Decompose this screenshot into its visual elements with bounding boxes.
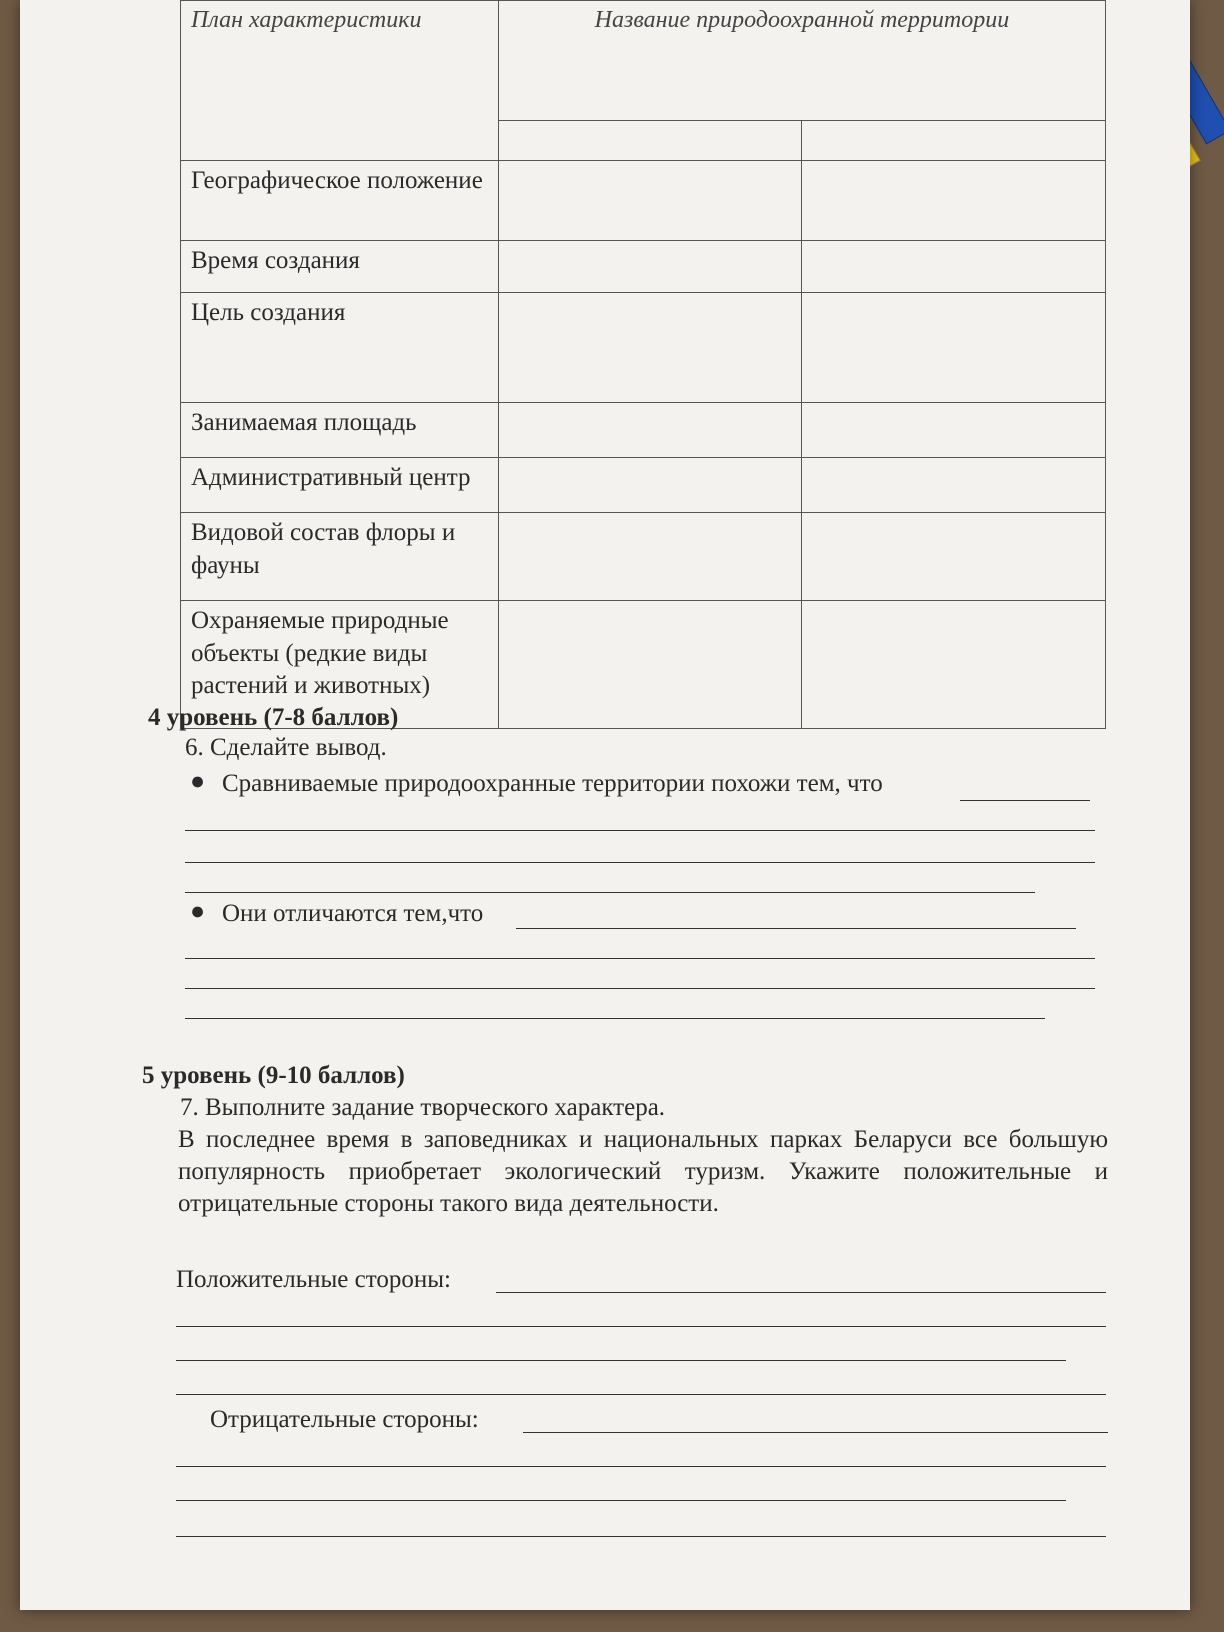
- answer-line[interactable]: [516, 928, 1076, 929]
- row-label: Цель создания: [181, 293, 499, 403]
- answer-line[interactable]: [176, 1536, 1106, 1537]
- table-cell[interactable]: [802, 513, 1106, 601]
- bullet-marker: ●: [190, 768, 206, 795]
- table-cell[interactable]: [498, 161, 802, 241]
- answer-line[interactable]: [523, 1432, 1108, 1433]
- table-cell[interactable]: [802, 293, 1106, 403]
- task7-paragraph: В последнее время в заповедниках и национальных парках Беларуси все большую популярность приобретает экологический туризм. Укажите положительные и отрицательные стороны такого вида деятельности.: [178, 1126, 1108, 1217]
- table-cell[interactable]: [802, 121, 1106, 161]
- table-cell[interactable]: [802, 601, 1106, 729]
- row-label: Охраняемые природные объекты (редкие виды растений и животных): [181, 601, 499, 729]
- table-cell[interactable]: [498, 403, 802, 458]
- header-territory-name: Название природоохранной территории: [498, 1, 1105, 121]
- answer-line[interactable]: [176, 1500, 1066, 1501]
- row-label: Занимаемая площадь: [181, 403, 499, 458]
- level4-title: 4 уровень (7-8 баллов): [148, 704, 399, 731]
- bullet-similar-text: Сравниваемые природоохранные территории похожи тем, что: [222, 770, 883, 797]
- header-plan: План характеристики: [181, 1, 499, 161]
- answer-line[interactable]: [176, 1360, 1066, 1361]
- negative-label: Отрицательные стороны:: [210, 1406, 479, 1433]
- row-label: Географическое положение: [181, 161, 499, 241]
- table-cell[interactable]: [498, 241, 802, 293]
- bullet-differ-text: Они отличаются тем,что: [222, 900, 484, 927]
- answer-line[interactable]: [185, 862, 1095, 863]
- table-cell[interactable]: [802, 161, 1106, 241]
- bullet-marker: ●: [190, 898, 206, 925]
- table-cell[interactable]: [802, 403, 1106, 458]
- row-label: Время создания: [181, 241, 499, 293]
- table-cell[interactable]: [498, 458, 802, 513]
- table-cell[interactable]: [802, 241, 1106, 293]
- answer-line[interactable]: [496, 1292, 1106, 1293]
- answer-line[interactable]: [176, 1394, 1106, 1395]
- characteristics-table: [180, 0, 1106, 729]
- table-cell[interactable]: [498, 601, 802, 729]
- table-cell[interactable]: [802, 458, 1106, 513]
- answer-line[interactable]: [185, 830, 1095, 831]
- answer-line[interactable]: [176, 1466, 1106, 1467]
- answer-line[interactable]: [185, 892, 1035, 893]
- table-cell[interactable]: [498, 293, 802, 403]
- positive-label: Положительные стороны:: [176, 1266, 451, 1293]
- task6-label: 6. Сделайте вывод.: [185, 734, 387, 761]
- answer-line[interactable]: [176, 1326, 1106, 1327]
- row-label: Административный центр: [181, 458, 499, 513]
- row-label: Видовой состав флоры и фауны: [181, 513, 499, 601]
- answer-line[interactable]: [185, 958, 1095, 959]
- task7-label: 7. Выполните задание творческого характера.: [180, 1094, 666, 1121]
- worksheet-page: [20, 0, 1190, 1610]
- answer-line[interactable]: [960, 800, 1090, 801]
- table-cell[interactable]: [498, 121, 802, 161]
- level5-title: 5 уровень (9-10 баллов): [142, 1062, 405, 1089]
- answer-line[interactable]: [185, 1018, 1045, 1019]
- answer-line[interactable]: [185, 988, 1095, 989]
- table-cell[interactable]: [498, 513, 802, 601]
